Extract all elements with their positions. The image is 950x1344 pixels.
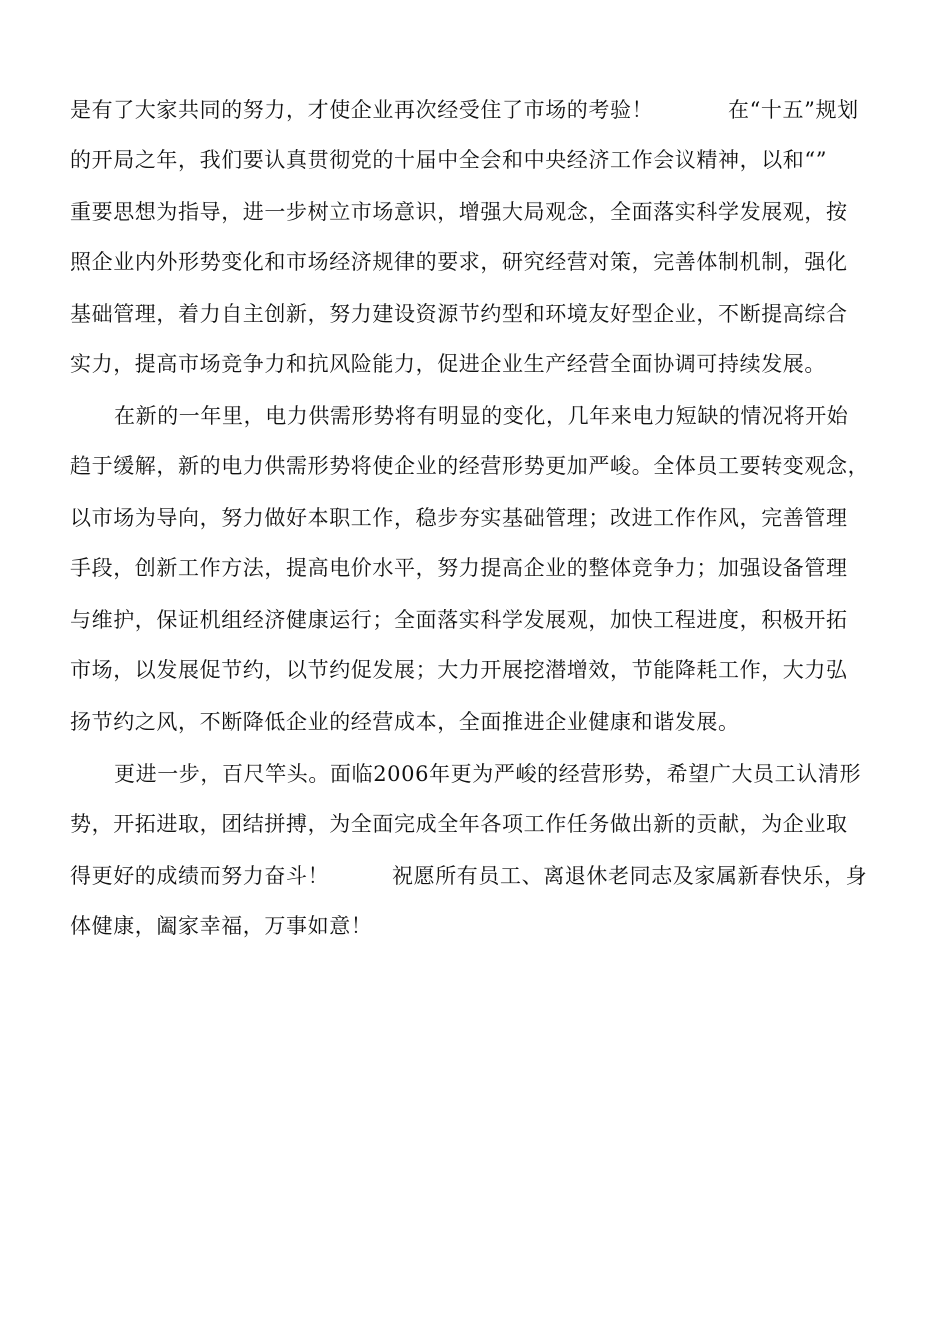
text-line	[0, 754, 950, 794]
text-segment: 市场，以发展促节约，以节约促发展；大力开展挖潜增效，节能降耗工作，大力弘	[70, 658, 848, 682]
text-segment: 在“十五”规划	[728, 98, 859, 122]
text-line	[0, 702, 950, 742]
text-line	[0, 396, 950, 436]
text-line	[0, 344, 950, 384]
text-segment: 体健康，阖家幸福，万事如意！	[70, 914, 373, 938]
text-line	[0, 294, 950, 334]
text-segment: 照企业内外形势变化和市场经济规律的要求，研究经营对策，完善体制机制，强化	[70, 250, 848, 274]
text-segment: 在新的一年里，电力供需形势将有明显的变化，几年来电力短缺的情况将开始	[114, 404, 849, 428]
text-line	[0, 856, 950, 896]
text-segment: 重要思想为指导，进一步树立市场意识，增强大局观念，全面落实科学发展观，按	[70, 200, 848, 224]
text-line	[0, 650, 950, 690]
text-segment: 手段，创新工作方法，提高电价水平，努力提高企业的整体竞争力；加强设备管理	[70, 556, 848, 580]
text-line	[0, 600, 950, 640]
text-line	[0, 140, 950, 180]
text-segment: 趋于缓解，新的电力供需形势将使企业的经营形势更加严峻。全体员工要转变观念，	[70, 454, 870, 478]
text-line	[0, 498, 950, 538]
text-segment: 实力，提高市场竞争力和抗风险能力，促进企业生产经营全面协调可持续发展。	[70, 352, 826, 376]
text-line	[0, 446, 950, 486]
text-line	[0, 192, 950, 232]
text-line	[0, 242, 950, 282]
text-segment: 的开局之年，我们要认真贯彻党的十届中全会和中央经济工作会议精神，以和“”	[70, 148, 828, 172]
text-segment: 是有了大家共同的努力，才使企业再次经受住了市场的考验！	[70, 98, 654, 122]
text-segment: 势，开拓进取，团结拼搏，为全面完成全年各项工作任务做出新的贡献，为企业取	[70, 812, 848, 836]
text-segment: 扬节约之风，不断降低企业的经营成本，全面推进企业健康和谐发展。	[70, 710, 740, 734]
text-segment: 以市场为导向，努力做好本职工作，稳步夯实基础管理；改进工作作风，完善管理	[70, 506, 848, 530]
text-segment: 与维护，保证机组经济健康运行；全面落实科学发展观，加快工程进度，积极开拓	[70, 608, 848, 632]
text-line	[0, 90, 950, 130]
text-line	[0, 906, 950, 946]
text-line	[0, 548, 950, 588]
text-segment: 基础管理，着力自主创新，努力建设资源节约型和环境友好型企业，不断提高综合	[70, 302, 848, 326]
text-segment: 更进一步，百尺竿头。面临2006年更为严峻的经营形势，希望广大员工认清形	[114, 762, 862, 786]
text-line	[0, 804, 950, 844]
text-segment: 祝愿所有员工、离退休老同志及家属新春快乐，身	[392, 864, 868, 888]
text-segment: 得更好的成绩而努力奋斗！	[70, 864, 330, 888]
